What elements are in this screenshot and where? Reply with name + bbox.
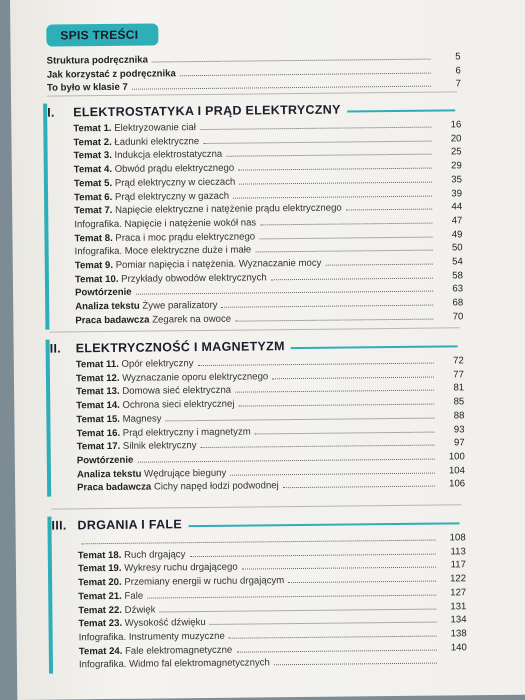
entry-page-number: 20: [450, 132, 462, 145]
entry-page-number: 54: [452, 256, 463, 268]
entry-title: Infografika. Moce elektryczne duże i małe: [74, 244, 252, 258]
entry-page-number: 39: [451, 187, 463, 199]
section-number: II.: [49, 341, 62, 356]
toc-entry[interactable]: [79, 656, 447, 673]
entry-label: [76, 399, 234, 412]
entry-topic-number: Temat 14.: [76, 399, 120, 412]
dot-leader: [226, 153, 431, 157]
entry-page-number: 131: [450, 600, 467, 612]
section-title: DRGANIA I FALE: [77, 517, 183, 533]
dot-leader: [210, 621, 437, 625]
entry-page-number: 70: [452, 311, 464, 323]
section-number: III.: [51, 518, 67, 533]
entry-page-number: 63: [452, 283, 464, 295]
entry-page-number: 47: [451, 215, 463, 227]
dot-leader: [239, 403, 435, 407]
entry-topic-number: Praca badawcza: [77, 481, 152, 494]
entry-label: [75, 287, 132, 299]
dot-leader: [242, 566, 436, 570]
section-title: ELEKTROSTATYKA I PRĄD ELEKTRYCZNY: [73, 102, 341, 120]
entry-label: [74, 217, 256, 230]
entry-topic-number: Temat 3.: [73, 150, 112, 162]
entry-page-number: 106: [449, 478, 466, 490]
entry-topic-number: Temat 6.: [74, 191, 113, 203]
entry-title: Wysokość dźwięku: [124, 617, 206, 630]
entry-title: Prąd elektryczny w gazach: [114, 190, 230, 203]
entry-topic-number: Jak korzystać z podręcznika: [46, 67, 176, 81]
section-title: ELEKTRYCZNOŚĆ I MAGNETYZM: [75, 339, 285, 356]
entry-page-number: 77: [453, 368, 465, 381]
entry-page-number: 72: [453, 355, 464, 367]
entry-page-number: 140: [450, 641, 467, 654]
entry-title: Fale elektromagnetyczne: [124, 644, 233, 657]
entry-label: [76, 358, 194, 370]
dot-leader: [235, 317, 433, 321]
entry-label: [76, 426, 250, 439]
entry-page-number: 35: [451, 174, 462, 186]
entry-label: [76, 385, 231, 398]
entry-title: Fale: [124, 590, 144, 602]
entry-topic-number: Powtórzenie: [75, 287, 132, 299]
entry-page-number: 29: [451, 160, 462, 172]
entry-topic-number: Temat 19.: [77, 563, 122, 575]
dot-leader: [180, 71, 431, 76]
entry-topic-number: Temat 18.: [77, 549, 122, 562]
entry-topic-number: Temat 20.: [78, 576, 122, 589]
dot-leader: [222, 304, 434, 308]
entry-label: [75, 272, 267, 285]
book-page: [10, 0, 525, 700]
section-separator: [51, 504, 461, 509]
section-separator: [49, 327, 459, 332]
entry-label: [74, 176, 235, 189]
dot-leader: [259, 235, 432, 239]
entry-page-number: 117: [450, 559, 467, 571]
dot-leader: [233, 194, 432, 198]
entry-label: [78, 562, 238, 575]
entry-topic-number: Struktura podręcznika: [46, 54, 148, 67]
dot-leader: [260, 221, 432, 225]
entry-topic-number: Temat 21.: [78, 590, 122, 603]
entry-label: [77, 440, 197, 452]
dot-leader: [274, 662, 437, 666]
entry-label: [75, 258, 322, 272]
entry-label: [77, 455, 134, 467]
dot-leader: [160, 607, 437, 612]
entry-page-number: 138: [450, 628, 467, 640]
entry-title: Infografika. Widmo fal elektromagnetycznych: [78, 657, 270, 671]
entry-label: [73, 122, 196, 134]
entry-title: Prąd elektryczny w cieczach: [114, 176, 236, 189]
entry-label: [77, 481, 279, 494]
entry-page-number: 58: [452, 269, 463, 282]
entry-label: [76, 413, 161, 425]
entry-label: [76, 371, 268, 384]
dot-leader: [229, 634, 437, 638]
entry-page-number: 49: [451, 228, 463, 240]
entry-topic-number: Praca badawcza: [75, 314, 150, 327]
entry-topic-number: Temat 10.: [74, 273, 119, 286]
entry-topic-number: Temat 2.: [73, 136, 112, 149]
entry-label: [74, 203, 342, 217]
dot-leader: [255, 249, 432, 253]
dot-leader: [239, 180, 432, 184]
entry-title: Praca i moc prądu elektrycznego: [115, 231, 256, 244]
entry-label: [75, 300, 217, 312]
entry-topic-number: Temat 16.: [76, 427, 121, 439]
entry-label: [77, 467, 226, 480]
entry-title: Zegarek na owoce: [152, 313, 232, 326]
entry-title: Pomiar napięcia i natężenia. Wyznaczanie mocy: [115, 257, 322, 271]
entry-topic-number: Temat 15.: [76, 413, 120, 426]
entry-title: Wędrujące bieguny: [144, 467, 227, 480]
entry-topic-number: Temat 7.: [74, 205, 113, 217]
entry-page-number: 108: [449, 532, 466, 544]
entry-page-number: 5: [455, 51, 461, 63]
dot-leader: [147, 593, 436, 598]
entry-topic-number: Temat 1.: [73, 122, 112, 135]
entry-title: Przemiany energii w ruchu drgającym: [124, 575, 285, 588]
entry-title: Indukcja elektrostatyczna: [114, 149, 223, 162]
entry-title: Ochrona sieci elektrycznej: [122, 398, 235, 411]
entry-title: Elektryzowanie ciał: [114, 122, 196, 134]
entry-label: [74, 190, 229, 203]
entry-topic-number: Temat 22.: [78, 604, 122, 616]
entry-title: Obwód prądu elektrycznego: [114, 162, 235, 176]
dot-leader: [346, 208, 432, 211]
entry-label: [78, 604, 155, 616]
toc-entry[interactable]: [77, 478, 466, 496]
entry-label: [78, 590, 143, 602]
entry-title: Ładunki elektryczne: [114, 135, 200, 148]
dot-leader: [271, 276, 433, 280]
entry-label: [74, 163, 234, 176]
entry-label: [75, 245, 252, 258]
entry-title: Wykresy ruchu drgającego: [124, 562, 238, 575]
toc-title: SPIS TREŚCI: [46, 23, 158, 46]
entry-topic-number: Temat 12.: [75, 372, 120, 385]
dot-leader: [272, 375, 434, 379]
entry-page-number: 100: [448, 451, 465, 463]
dot-leader: [326, 263, 433, 266]
dot-leader: [200, 126, 431, 130]
entry-topic-number: Powtórzenie: [76, 454, 134, 467]
entry-label: [78, 617, 205, 629]
entry-page-number: 50: [451, 242, 463, 254]
entry-topic-number: Temat 23.: [78, 618, 123, 630]
entry-label: [47, 68, 176, 80]
toc-entry[interactable]: [75, 311, 464, 328]
dot-leader: [201, 444, 435, 448]
entry-title: Ruch drgający: [123, 548, 186, 561]
entry-label: [74, 149, 223, 162]
entry-label: [79, 631, 225, 644]
entry-topic-number: Temat 9.: [74, 259, 114, 272]
entry-title: Napięcie elektryczne i natężenie prądu elektrycznego: [115, 202, 342, 217]
entry-label: [47, 82, 128, 94]
section-bracket: [47, 517, 53, 674]
entry-label: [78, 575, 284, 588]
dot-leader: [203, 139, 431, 143]
entry-label: [79, 644, 233, 657]
entry-topic-number: Temat 13.: [76, 386, 120, 398]
entry-title: Dźwięk: [124, 604, 156, 616]
entry-page-number: 85: [453, 396, 465, 408]
dot-leader: [136, 290, 433, 295]
dot-leader: [189, 552, 435, 557]
entry-label: [74, 231, 255, 244]
entry-page-number: 104: [448, 464, 466, 477]
dot-leader: [132, 85, 431, 90]
entry-topic-number: Temat 8.: [74, 232, 113, 244]
entry-page-number: 97: [453, 437, 465, 449]
dot-leader: [152, 58, 431, 63]
entry-title: Infografika. Napięcie i natężenie wokół nas: [74, 217, 257, 231]
entry-label: [78, 549, 186, 561]
dot-leader: [283, 485, 435, 489]
entry-page-number: 6: [455, 64, 461, 77]
dot-leader: [137, 457, 434, 462]
entry-title: Cichy napęd łodzi podwodnej: [153, 480, 279, 493]
entry-label: [47, 55, 148, 67]
entry-topic-number: To było w klasie 7: [46, 82, 128, 95]
section-bracket: [43, 104, 49, 330]
entry-page-number: 68: [452, 297, 464, 309]
dot-leader: [288, 580, 436, 584]
entry-title: Magnesy: [122, 413, 162, 425]
entry-page-number: 134: [450, 614, 467, 626]
section-bracket: [46, 340, 52, 497]
entry-page-number: 113: [450, 545, 466, 558]
entry-label: [73, 136, 199, 148]
dot-leader: [166, 416, 435, 421]
dot-leader: [198, 362, 434, 366]
entry-title: Wyznaczanie oporu elektrycznego: [122, 371, 269, 384]
entry-topic-number: Analiza tekstu: [76, 468, 142, 480]
section-number: I.: [47, 105, 55, 120]
entry-title: Przykłady obwodów elektrycznych: [121, 272, 267, 285]
dot-leader: [238, 167, 432, 171]
entry-page-number: 127: [450, 587, 467, 599]
entry-topic-number: Temat 5.: [73, 177, 113, 190]
entry-page-number: 81: [453, 382, 465, 394]
dot-leader: [230, 471, 435, 475]
entry-title: Opór elektryczny: [121, 358, 194, 370]
dot-leader: [82, 539, 436, 545]
entry-page-number: 7: [455, 78, 461, 90]
entry-label: [79, 658, 270, 671]
entry-page-number: 16: [450, 119, 462, 131]
entry-title: Domowa sieć elektryczna: [122, 385, 232, 398]
dot-leader: [235, 389, 434, 393]
entry-topic-number: Temat 24.: [78, 645, 123, 657]
dot-leader: [255, 430, 435, 434]
entry-title: Prąd elektryczny i magnetyzm: [122, 426, 251, 439]
entry-topic-number: Temat 4.: [73, 164, 113, 176]
entry-title: Infografika. Instrumenty muzyczne: [78, 630, 225, 644]
entry-page-number: 88: [453, 410, 465, 422]
entry-topic-number: Temat 17.: [76, 441, 121, 453]
entry-label: [75, 313, 231, 326]
entry-page-number: 93: [453, 423, 465, 435]
entry-page-number: 122: [450, 573, 467, 585]
entry-topic-number: Analiza tekstu: [75, 300, 140, 313]
entry-title: Silnik elektryczny: [122, 440, 197, 453]
entry-topic-number: Temat 11.: [75, 358, 119, 371]
entry-page-number: 44: [451, 201, 463, 213]
entry-title: Żywe paralizatory: [142, 299, 218, 312]
dot-leader: [236, 648, 436, 652]
entry-page-number: 25: [450, 146, 462, 158]
